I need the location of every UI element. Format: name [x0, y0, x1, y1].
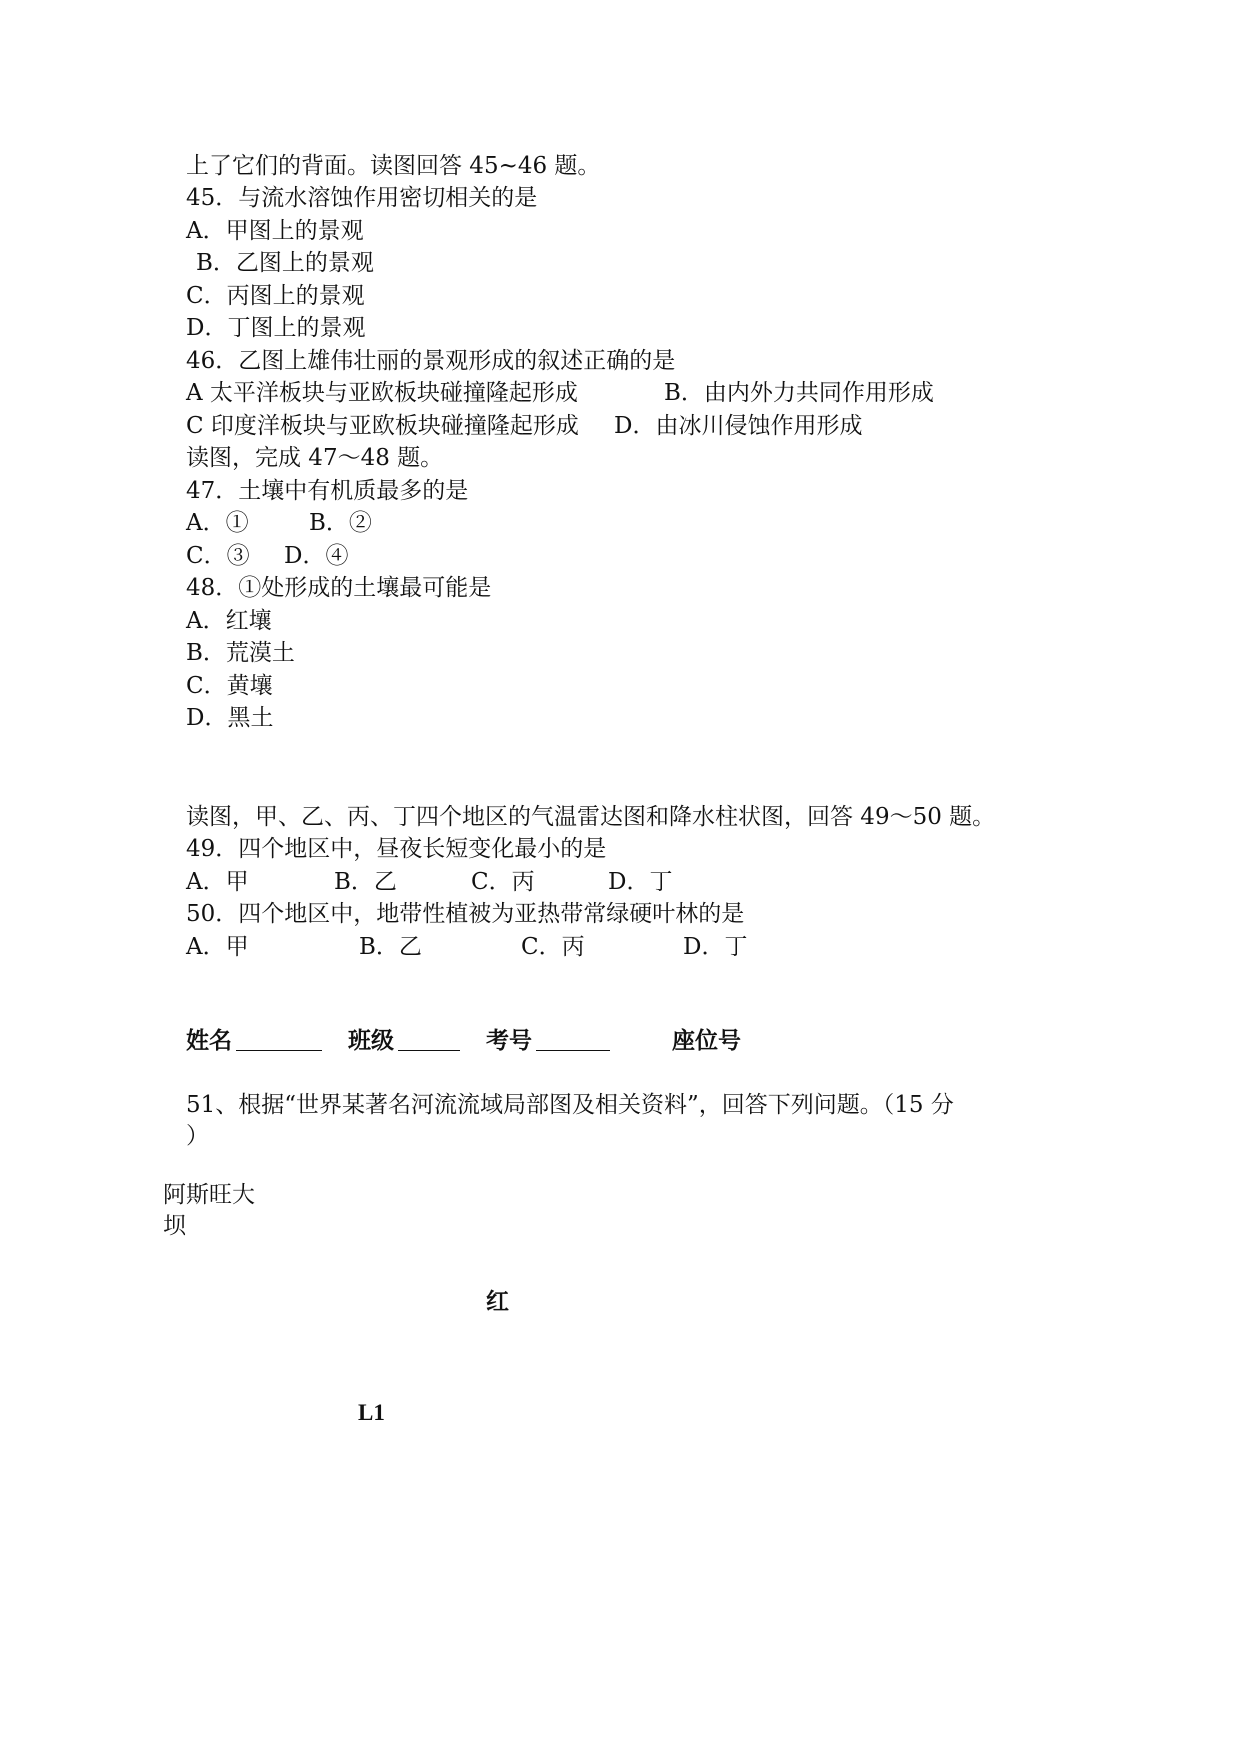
question-46: 46．乙图上雄伟壮丽的景观形成的叙述正确的是: [186, 348, 676, 374]
question-48: 48．①处形成的土壤最可能是: [186, 575, 492, 601]
option-49-a: A．甲: [186, 869, 249, 895]
option-46-c: C 印度洋板块与亚欧板块碰撞隆起形成: [186, 413, 579, 439]
exam-no-label: 考号: [486, 1027, 532, 1054]
option-47-b: B．②: [309, 510, 372, 536]
map-label-l1: L1: [358, 1400, 385, 1425]
option-48-d: D．黑土: [186, 705, 274, 731]
option-48-c: C．黄壤: [186, 673, 273, 699]
map-label-aswan-dam: 阿斯旺大: [163, 1182, 255, 1208]
option-45-d: D．丁图上的景观: [186, 315, 366, 341]
class-label: 班级: [348, 1027, 394, 1054]
exam-no-blank[interactable]: [536, 1028, 610, 1051]
option-46-a: A 太平洋板块与亚欧板块碰撞隆起形成: [186, 380, 578, 406]
question-51-cont: ）: [186, 1123, 209, 1149]
map-label-aswan-dam-cont: 坝: [163, 1213, 186, 1239]
question-49: 49．四个地区中，昼夜长短变化最小的是: [186, 836, 607, 862]
option-47-d: D．④: [284, 543, 349, 569]
option-46-b: B．由内外力共同作用形成: [664, 380, 934, 406]
option-49-b: B．乙: [334, 869, 397, 895]
intro-47-48: 读图，完成 47～48 题。: [186, 445, 444, 471]
option-50-c: C．丙: [521, 934, 585, 960]
option-47-c: C．③: [186, 543, 250, 569]
option-48-a: A．红壤: [186, 608, 272, 634]
option-45-b: B．乙图上的景观: [196, 250, 374, 276]
class-blank[interactable]: [398, 1028, 460, 1051]
map-label-red: 红: [486, 1288, 509, 1315]
intro-45-46: 上了它们的背面。读图回答 45~46 题。: [186, 153, 601, 179]
name-blank[interactable]: [236, 1028, 322, 1051]
option-45-c: C．丙图上的景观: [186, 283, 365, 309]
seat-no-label: 座位号: [672, 1027, 741, 1054]
option-45-a: A．甲图上的景观: [186, 218, 364, 244]
option-50-a: A．甲: [186, 934, 249, 960]
name-label: 姓名: [186, 1027, 232, 1054]
question-45: 45．与流水溶蚀作用密切相关的是: [186, 185, 538, 211]
option-46-d: D．由冰川侵蚀作用形成: [614, 413, 863, 439]
intro-49-50: 读图，甲、乙、丙、丁四个地区的气温雷达图和降水柱状图，回答 49～50 题。: [186, 804, 996, 830]
option-50-d: D．丁: [683, 934, 748, 960]
option-48-b: B．荒漠土: [186, 640, 295, 666]
option-49-c: C．丙: [471, 869, 535, 895]
option-47-a: A．①: [186, 510, 249, 536]
question-47: 47．土壤中有机质最多的是: [186, 478, 469, 504]
option-50-b: B．乙: [359, 934, 422, 960]
option-49-d: D．丁: [608, 869, 673, 895]
question-50: 50．四个地区中，地带性植被为亚热带常绿硬叶林的是: [186, 901, 745, 927]
question-51: 51、根据“世界某著名河流流域局部图及相关资料”，回答下列问题。（15 分: [186, 1092, 954, 1118]
